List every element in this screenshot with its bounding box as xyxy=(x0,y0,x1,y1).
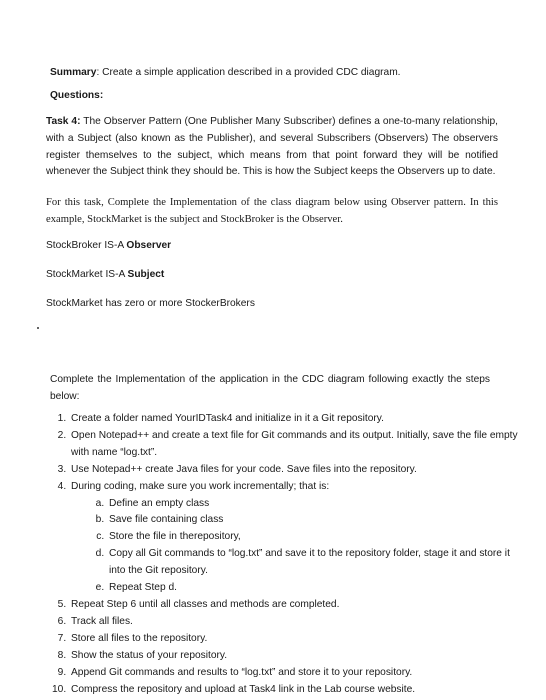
substep-item: b. Save file containing class xyxy=(107,512,519,529)
step-item: 2. Open Notepad++ and create a text file for Git commands and its output. Initially, save the file empty with name “log.txt”. xyxy=(69,428,519,462)
step-item: 3. Use Notepad++ create Java files for your code. Save files into the repository. xyxy=(69,462,519,479)
stray-dot xyxy=(37,327,39,329)
step-item: 4. During coding, make sure you work incrementally; that is: a. Define an empty class b. Save file containing class c. Store the file in therepository, d. Copy all Git commands to “log.txt” and save it to the repository folder, stage it and store it into the Git repository. e. Repeat Step d. xyxy=(69,479,519,597)
step-item: 10. Compress the repository and upload at Task4 link in the Lab course website. xyxy=(69,682,519,699)
substep-item: a. Define an empty class xyxy=(107,496,519,513)
step-item: 6. Track all files. xyxy=(69,614,519,631)
steps-intro: Complete the Implementation of the application in the CDC diagram following exactly the steps below: xyxy=(50,374,490,402)
summary-text: : Create a simple application described in a provided CDC diagram. xyxy=(96,67,401,78)
summary-label: Summary xyxy=(50,67,97,78)
summary-line xyxy=(50,66,401,79)
substeps-list xyxy=(71,496,519,597)
substep-item: c. Store the file in therepository, xyxy=(107,529,519,546)
steps-list xyxy=(46,411,519,698)
task4-paragraph xyxy=(46,114,498,181)
relation-stockmarket-has: StockMarket has zero or more StockerBrokers xyxy=(46,298,255,309)
step-item: 5. Repeat Step 6 until all classes and methods are completed. xyxy=(69,597,519,614)
relation-stockmarket-subject: StockMarket IS-A Subject xyxy=(46,269,165,280)
step-item: 9. Append Git commands and results to “log.txt” and store it to your repository. xyxy=(69,665,519,682)
substep-item: e. Repeat Step d. xyxy=(107,580,519,597)
questions-heading: Questions: xyxy=(50,90,104,101)
relation-stockbroker: StockBroker IS-A Observer xyxy=(46,240,172,251)
step-item: 7. Store all files to the repository. xyxy=(69,631,519,648)
step-item: 1. Create a folder named YourIDTask4 and initialize in it a Git repository. xyxy=(69,411,519,428)
task4-text: The Observer Pattern (One Publisher Many Subscriber) defines a one-to-many relationship, with a Subject (also known as the Publisher), and several Subscribers (Observers) The observers register themselves to the subject, which means from that point forward they will be notified whenever the Subject think they should be. This is how the Subject keeps the Observers up to date. xyxy=(46,116,498,178)
task4-label: Task 4: xyxy=(46,116,81,127)
substep-item: d. Copy all Git commands to “log.txt” and save it to the repository folder, stage it and store it into the Git repository. xyxy=(107,546,519,580)
step-item: 8. Show the status of your repository. xyxy=(69,648,519,665)
instruction-paragraph: For this task, Complete the Implementation of the class diagram below using Observer pattern. In this example, StockMarket is the subject and StockBroker is the Observer. xyxy=(46,197,498,225)
